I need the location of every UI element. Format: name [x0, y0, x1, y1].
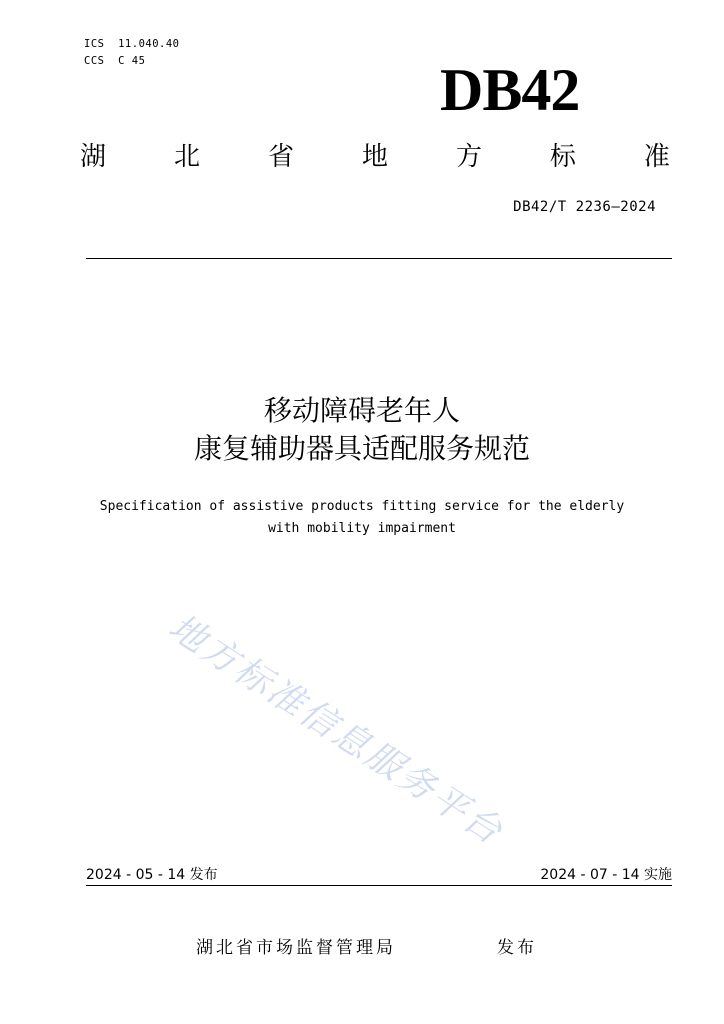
english-title-line-1: Specification of assistive products fitting service for the elderly [99, 499, 625, 514]
implementation-date: 2024 - 07 - 14 实施 [540, 867, 672, 883]
watermark: 地方标准信息服务平台 [161, 606, 511, 854]
heading-char: 方 [455, 142, 482, 172]
db-logo: DB42 [440, 57, 580, 123]
standard-number: DB42/T 2236—2024 [513, 199, 656, 215]
title-line-1: 移动障碍老年人 [263, 394, 460, 427]
heading-char: 标 [549, 142, 576, 172]
ics-code: ICS 11.040.40 [84, 38, 180, 50]
document-title [0, 392, 724, 468]
english-title [0, 496, 724, 540]
top-divider [86, 258, 672, 259]
province-standard-heading [80, 140, 670, 174]
ccs-code: CCS C 45 [84, 55, 146, 67]
heading-char: 省 [267, 142, 294, 172]
publish-label: 发布 [497, 938, 537, 958]
heading-char: 地 [361, 142, 388, 172]
bottom-divider [86, 885, 672, 886]
classification-codes [84, 36, 180, 70]
heading-char: 湖 [80, 142, 107, 172]
heading-char: 北 [173, 142, 200, 172]
heading-char: 准 [643, 142, 670, 172]
title-line-2: 康复辅助器具适配服务规范 [193, 432, 530, 465]
issue-date: 2024 - 05 - 14 发布 [86, 867, 218, 883]
english-title-line-2: with mobility impairment [268, 521, 456, 536]
issuing-authority: 湖北省市场监督管理局 [196, 938, 396, 958]
